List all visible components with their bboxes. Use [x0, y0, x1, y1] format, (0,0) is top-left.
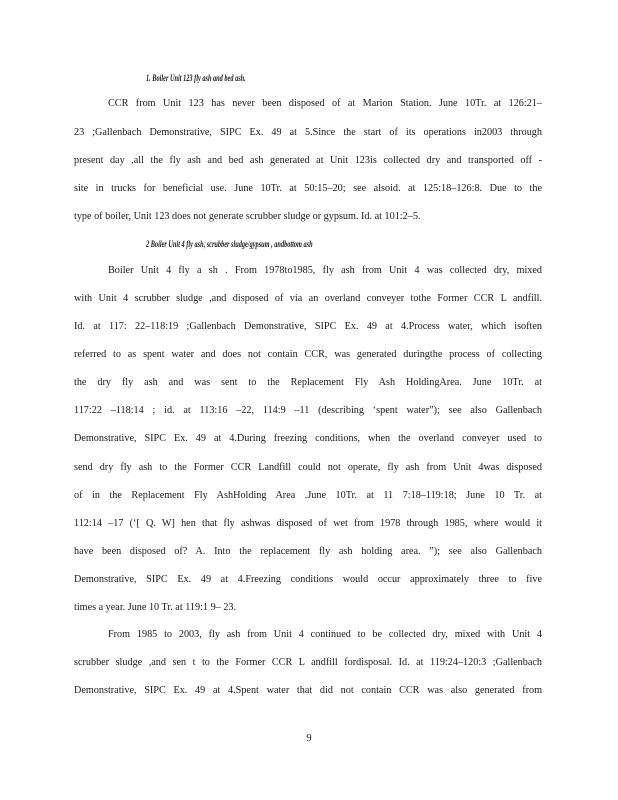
paragraph-line: Demonstrative, SIPC Ex. 49 at 4.Spent water that did not contain CCR was also generated from	[74, 685, 542, 696]
paragraph-line: send dry fly ash to the Former CCR Landfill could not operate, fly ash from Unit 4was disposed	[74, 462, 542, 473]
paragraph-line: 117:22 –118:14 ; id. at 113:16 –22, 114:9 –11 (describing ‘spent water”); see also Gallenbach	[74, 405, 542, 416]
paragraph-line: scrubber sludge ,and sen t to the Former CCR L andfill fordisposal. Id. at 119:24–120:3 ;Gallenbach	[74, 657, 542, 668]
paragraph-line: 112:14 –17 (‘[ Q. W] hen that fly ashwas disposed of wet from 1978 through 1985, where would it	[74, 518, 542, 529]
paragraph-line: times a year. June 10 Tr. at 119:1 9– 23.	[74, 602, 237, 613]
paragraph-line: present day ,all the fly ash and bed ash generated at Unit 123is collected dry and transported off -	[74, 155, 542, 166]
paragraph-line: the dry fly ash and was sent to the Replacement Fly Ash HoldingArea. June 10Tr. at	[74, 377, 542, 388]
paragraph-line: Boiler Unit 4 fly a sh . From 1978to1985, fly ash from Unit 4 was collected dry, mixed	[108, 265, 542, 276]
paragraph-line: From 1985 to 2003, fly ash from Unit 4 continued to be collected dry, mixed with Unit 4	[108, 629, 542, 640]
paragraph-line: 23 ;Gallenbach Demonstrative, SIPC Ex. 49 at 5.Since the start of its operations in2003 through	[74, 127, 542, 138]
paragraph-line: referred to as spent water and does not contain CCR, was generated duringthe process of collecting	[74, 349, 542, 360]
section-heading-2: 2 Boiler Unit 4 fly ash, scrubber sludge/gypsum , andbottom ash	[146, 239, 313, 249]
paragraph-line: type of boiler, Unit 123 does not generate scrubber sludge or gypsum. Id. at 101:2–5.	[74, 211, 421, 222]
section-heading-1: 1. Boiler Unit 123 fly ash and bed ash.	[146, 73, 246, 83]
page-number: 9	[306, 733, 312, 744]
paragraph-line: have been disposed of? A. Into the replacement fly ash holding area. ”); see also Gallenbach	[74, 546, 542, 557]
paragraph-line: site in trucks for beneficial use. June 10Tr. at 50:15–20; see alsoid. at 125:18–126:8. Due to the	[74, 183, 542, 194]
paragraph-line: CCR from Unit 123 has never been disposed of at Marion Station. June 10Tr. at 126:21–	[108, 98, 542, 109]
paragraph-line: of in the Replacement Fly AshHolding Area .June 10Tr. at 11 7:18–119:18; June 10 Tr. at	[74, 490, 542, 501]
paragraph-line: Demonstrative, SIPC Ex. 49 at 4.During freezing conditions, when the overland conveyer used to	[74, 433, 542, 444]
paragraph-line: Id. at 117: 22–118:19 ;Gallenbach Demonstrative, SIPC Ex. 49 at 4.Process water, which isoften	[74, 321, 542, 332]
paragraph-line: with Unit 4 scrubber sludge ,and disposed of via an overland conveyer tothe Former CCR L andfill.	[74, 293, 542, 304]
paragraph-line: Demonstrative, SIPC Ex. 49 at 4.Freezing conditions would occur approximately three to five	[74, 574, 542, 585]
